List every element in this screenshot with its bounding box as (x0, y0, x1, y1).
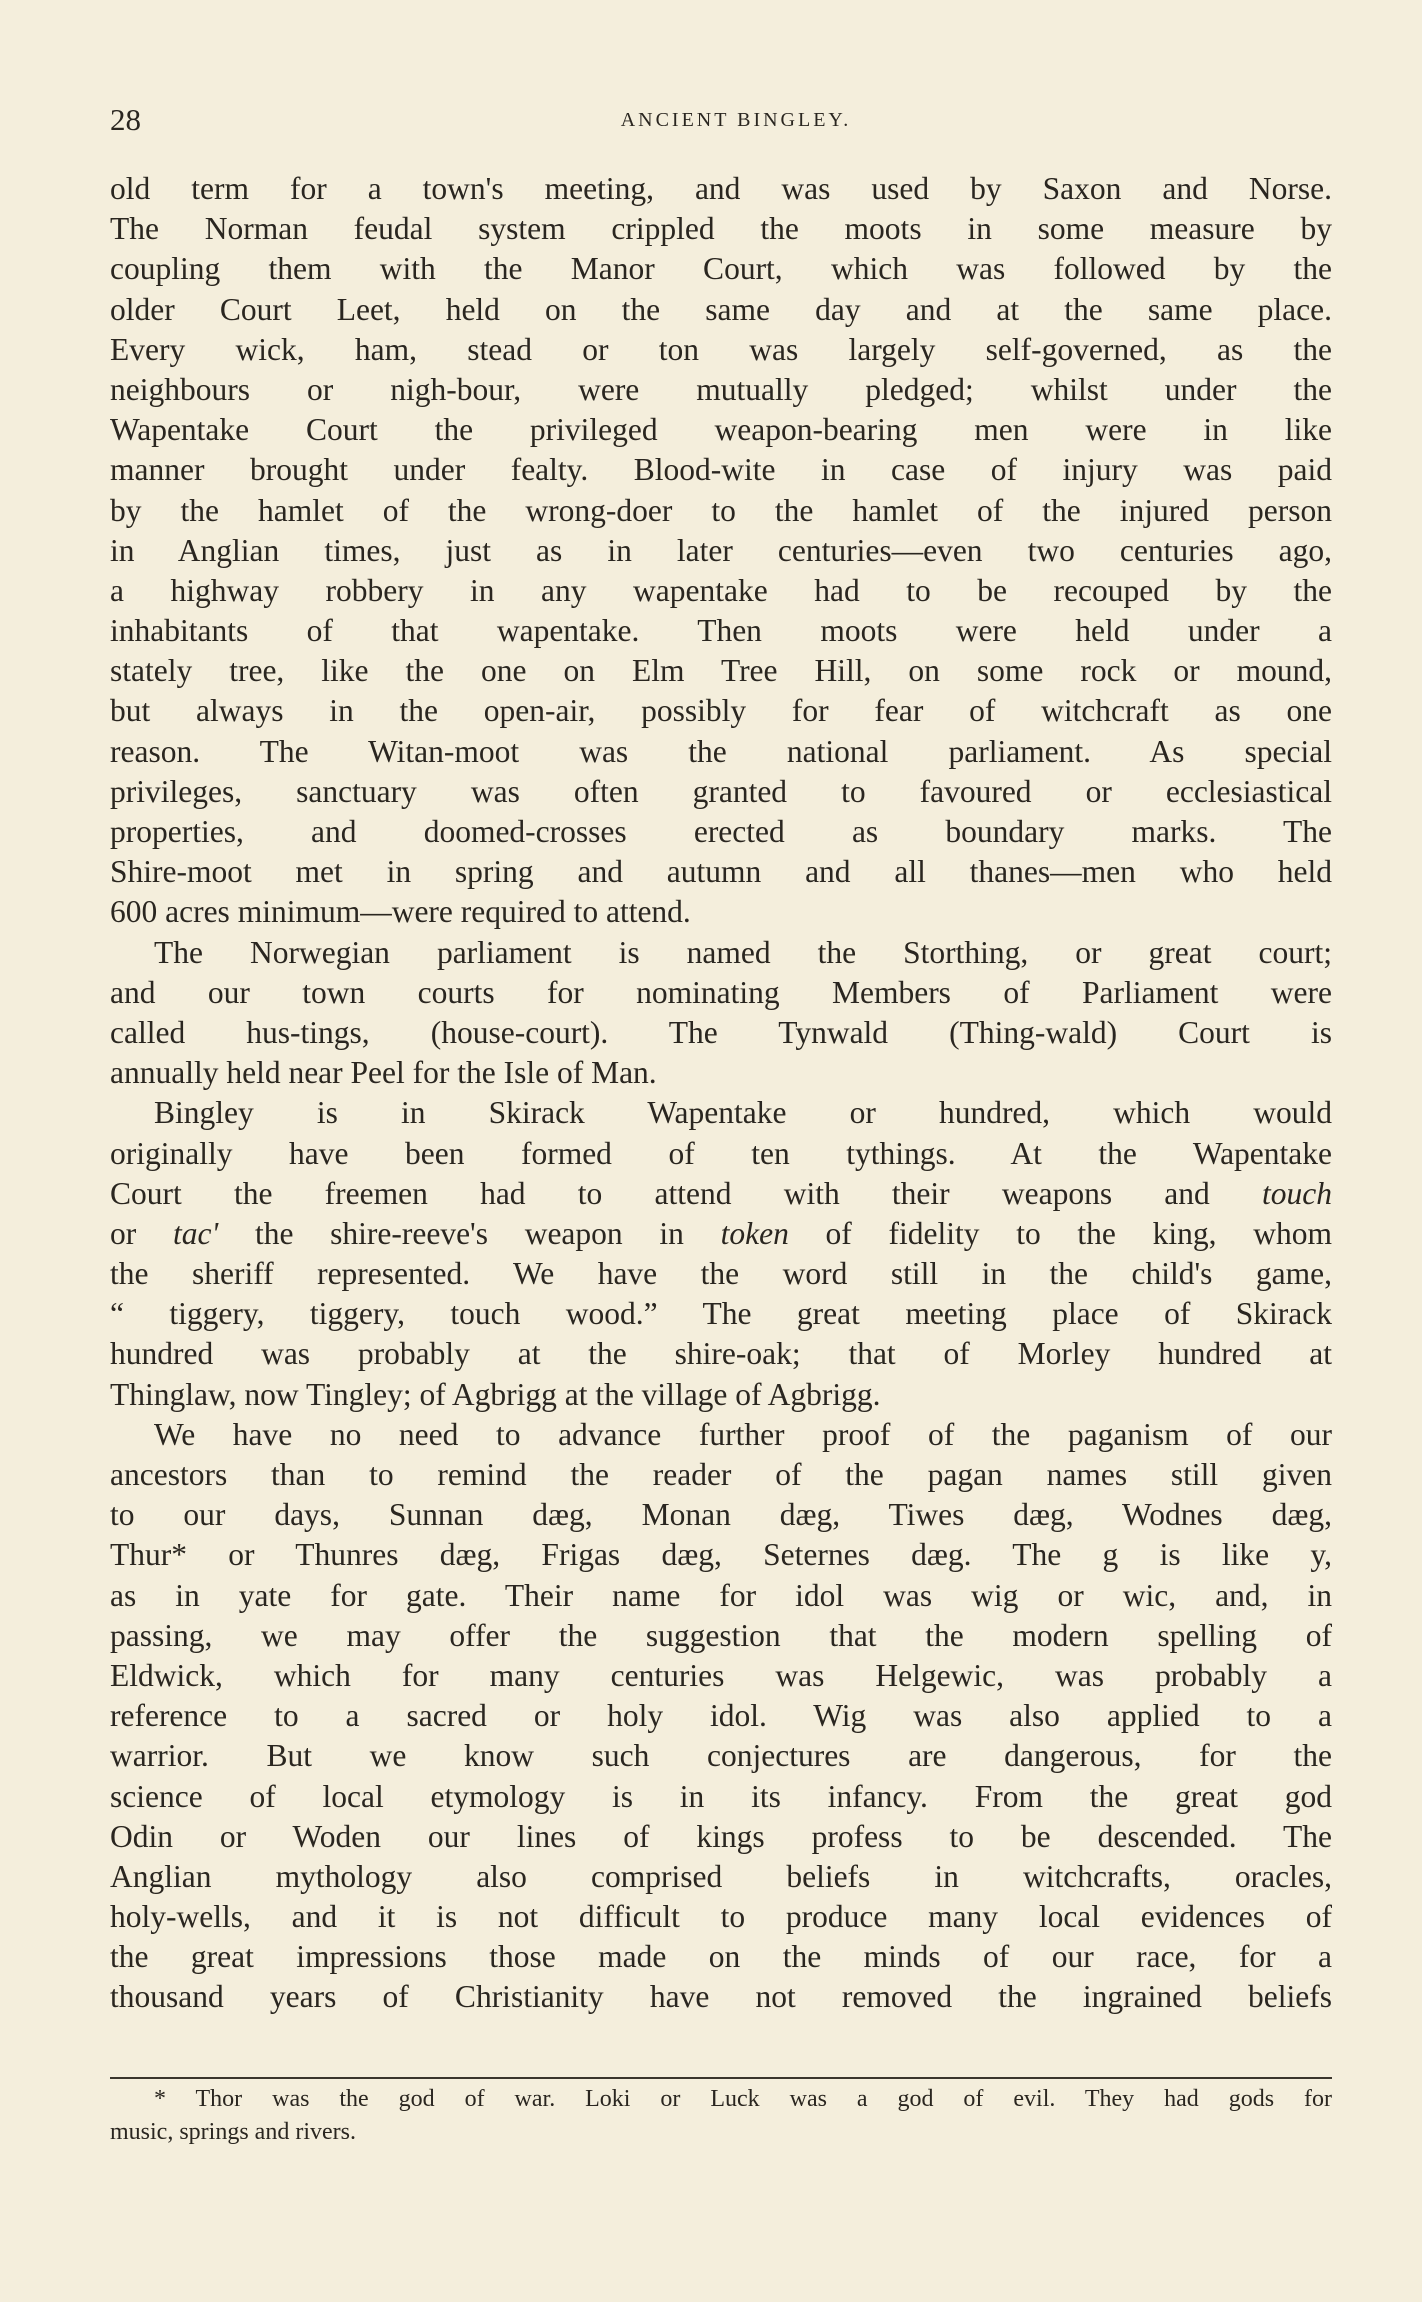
text-line: reference to a sacred or holy idol. Wig was also applied to a (110, 1698, 1332, 1734)
text-line: hundred was probably at the shire-oak; that of Morley hundred at (110, 1336, 1332, 1372)
text-line: Eldwick, which for many centuries was Helgewic, was probably a (110, 1657, 1332, 1693)
text-line: Thinglaw, now Tingley; of Agbrigg at the village of Agbrigg. (110, 1376, 881, 1412)
text-line: by the hamlet of the wrong-doer to the hamlet of the injured person (110, 492, 1332, 528)
text-line: reason. The Witan-moot was the national parliament. As special (110, 733, 1332, 769)
text-line: older Court Leet, held on the same day and at the same place. (110, 291, 1332, 327)
text-line: a highway robbery in any wapentake had to be recouped by the (110, 572, 1332, 608)
text-line: stately tree, like the one on Elm Tree Hill, on some rock or mound, (110, 653, 1332, 689)
text-line: passing, we may offer the suggestion that the modern spelling of (110, 1617, 1332, 1653)
italic-word: token (720, 1215, 789, 1251)
footnote-divider (110, 2077, 1332, 2079)
text-line: annually held near Peel for the Isle of Man. (110, 1055, 657, 1091)
text-line: holy-wells, and it is not difficult to produce many local evidences of (110, 1899, 1332, 1935)
footnote-line: music, springs and rivers. (110, 2119, 356, 2145)
text-line: manner brought under fealty. Blood-wite in case of injury was paid (110, 452, 1332, 488)
footnote-line: * Thor was the god of war. Loki or Luck was a god of evil. They had gods for (154, 2086, 1332, 2112)
text-line: to our days, Sunnan dæg, Monan dæg, Tiwes dæg, Wodnes dæg, (110, 1497, 1332, 1533)
page-header (110, 96, 1332, 144)
text-fragment: Court the freemen had to attend with their weapons and (110, 1175, 1210, 1211)
text-line: in Anglian times, just as in later centuries—even two centuries ago, (110, 532, 1332, 568)
text-line: Anglian mythology also comprised beliefs in witchcrafts, oracles, (110, 1858, 1332, 1894)
body-text (110, 169, 1332, 2018)
text-line (110, 1174, 1332, 1214)
text-fragment: of fidelity to the king, whom (788, 1215, 1332, 1251)
text-line: properties, and doomed-crosses erected as boundary marks. The (110, 814, 1332, 849)
text-fragment: the shire-reeve's weapon in (218, 1215, 721, 1251)
text-line: “ tiggery, tiggery, touch wood.” The great meeting place of Skirack (110, 1296, 1332, 1332)
text-line: The Norwegian parliament is named the Storthing, or great court; (154, 934, 1332, 970)
text-line: Bingley is in Skirack Wapentake or hundred, which would (154, 1095, 1332, 1131)
text-line: the sheriff represented. We have the word still in the child's game, (110, 1256, 1332, 1292)
italic-word: touch (1262, 1175, 1332, 1211)
text-line: originally have been formed of ten tythings. At the Wapentake (110, 1135, 1332, 1171)
text-line: Thur* or Thunres dæg, Frigas dæg, Seternes dæg. The g is like y, (110, 1537, 1332, 1573)
italic-word: tac' (172, 1215, 219, 1251)
text-line: warrior. But we know such conjectures are dangerous, for the (110, 1738, 1332, 1774)
text-line: 600 acres minimum—were required to attend. (110, 894, 691, 930)
text-line: Odin or Woden our lines of kings profess to be descended. The (110, 1818, 1332, 1854)
text-line: as in yate for gate. Their name for idol was wig or wic, and, in (110, 1577, 1332, 1613)
text-line: inhabitants of that wapentake. Then moots were held under a (110, 613, 1332, 649)
text-line: science of local etymology is in its infancy. From the great god (110, 1778, 1332, 1814)
text-line: old term for a town's meeting, and was used by Saxon and Norse. (110, 171, 1332, 206)
text-line: Shire-moot met in spring and autumn and all thanes—men who held (110, 854, 1332, 890)
text-line: Wapentake Court the privileged weapon-bearing men were in like (110, 412, 1332, 448)
footnote (110, 2083, 1332, 2149)
text-fragment: or (110, 1215, 137, 1251)
text-line: ancestors than to remind the reader of the pagan names still given (110, 1457, 1332, 1492)
running-title: ANCIENT BINGLEY. (620, 109, 852, 131)
text-line: the great impressions those made on the minds of our race, for a (110, 1939, 1332, 1975)
text-line (110, 1214, 1332, 1254)
text-line: coupling them with the Manor Court, which was followed by the (110, 251, 1332, 287)
text-line: neighbours or nigh-bour, were mutually pledged; whilst under the (110, 371, 1332, 407)
text-line: Every wick, ham, stead or ton was largely self-governed, as the (110, 331, 1332, 367)
text-line: and our town courts for nominating Members of Parliament were (110, 974, 1332, 1010)
page-number: 28 (110, 102, 141, 137)
text-line: called hus-tings, (house-court). The Tynwald (Thing-wald) Court is (110, 1014, 1332, 1050)
text-line: We have no need to advance further proof of the paganism of our (154, 1416, 1332, 1452)
text-line: privileges, sanctuary was often granted to favoured or ecclesiastical (110, 773, 1332, 809)
text-line: thousand years of Christianity have not removed the ingrained beliefs (110, 1979, 1332, 2015)
text-line: but always in the open-air, possibly for fear of witchcraft as one (110, 693, 1332, 729)
text-line: The Norman feudal system crippled the moots in some measure by (110, 211, 1332, 247)
